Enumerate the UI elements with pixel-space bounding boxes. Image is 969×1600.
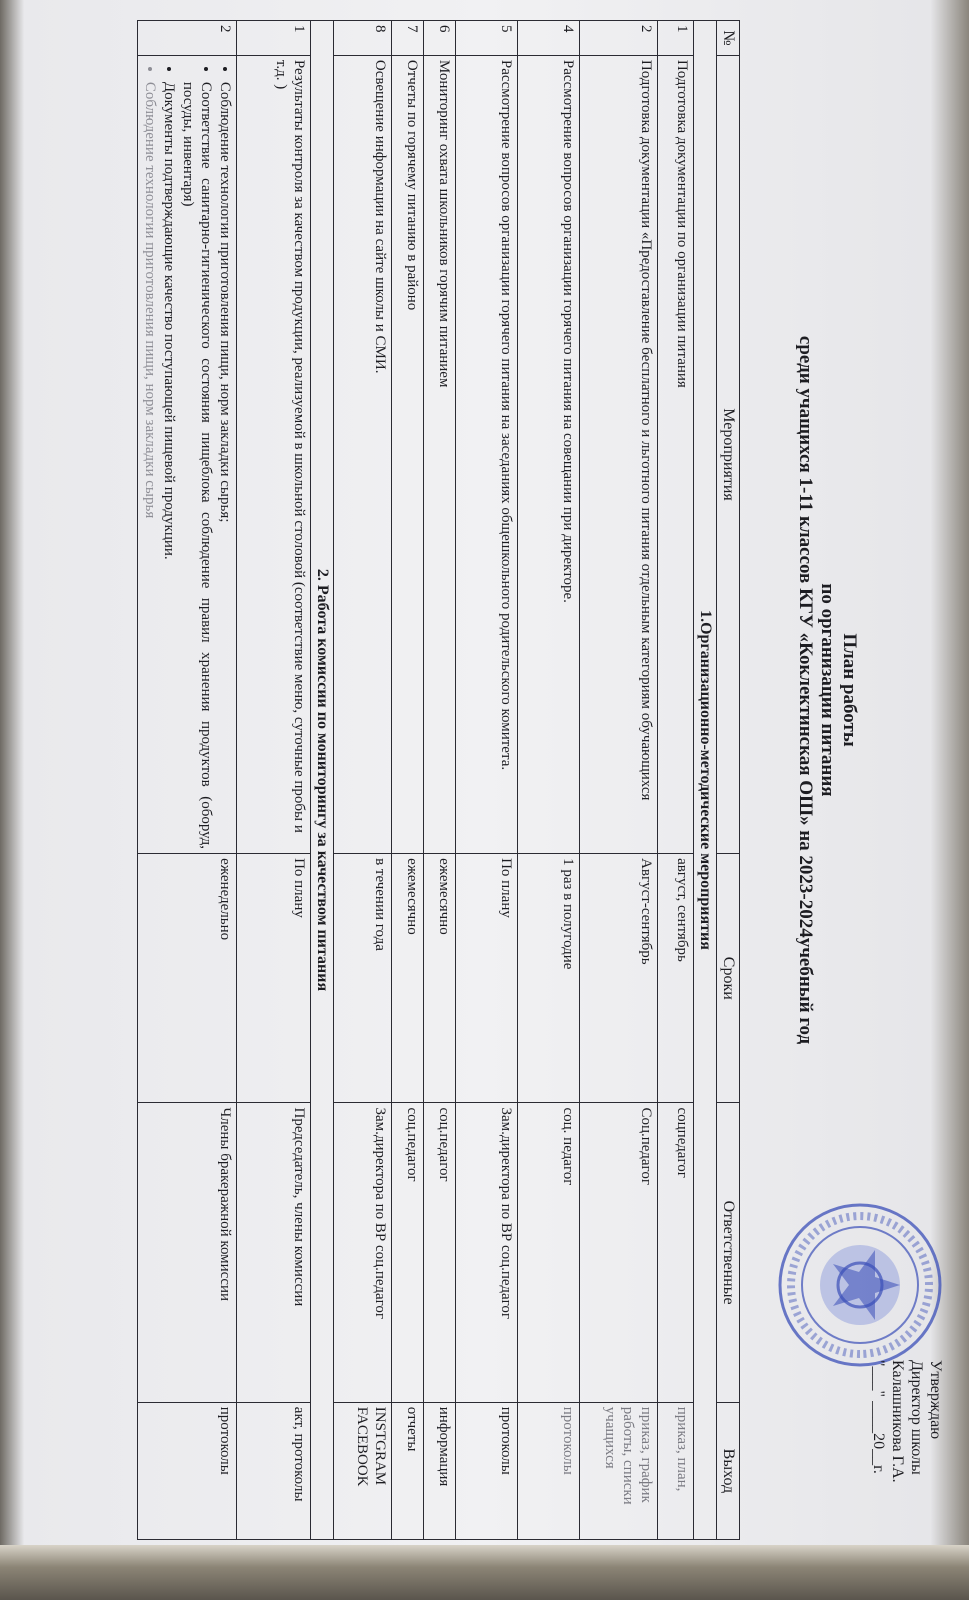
row-term: август, сентябрь xyxy=(658,854,694,1103)
table-row xyxy=(138,21,237,1540)
row-term: 1 раз в полугодие xyxy=(518,854,580,1103)
bullet-list xyxy=(141,60,234,849)
list-item: • Соблюдение технологии приготовления пищи, норм закладки сырья xyxy=(141,82,159,849)
row-output: протоколы xyxy=(138,1402,237,1539)
row-num: 6 xyxy=(424,21,456,56)
row-responsible: соц.педагог xyxy=(392,1103,424,1402)
photo-bottom-edge xyxy=(0,1545,969,1600)
document-header xyxy=(745,0,955,1560)
row-event: Отчеты по горячему питанию в районо xyxy=(392,55,424,853)
list-item: • Соответствие санитарно-гигиенического состояния пищеблока соблюдение правил хранения продуктов (оборуд, посуды, инвентаря) xyxy=(179,82,215,849)
table-row xyxy=(658,21,694,1540)
row-output: протоколы xyxy=(456,1402,518,1539)
approval-block xyxy=(869,1360,945,1550)
document-title xyxy=(794,330,860,1050)
row-num: 1 xyxy=(658,21,694,56)
section-row xyxy=(694,21,717,1540)
row-output: информация xyxy=(424,1402,456,1539)
header-terms: Сроки xyxy=(717,854,740,1103)
row-num: 1 xyxy=(237,21,311,56)
section-1-title: 1.Организационно-методические мероприятия xyxy=(694,21,717,1540)
row-num: 2 xyxy=(580,21,658,56)
title-line-1: План работы xyxy=(839,633,860,747)
row-responsible: Соц.педагог xyxy=(580,1103,658,1402)
row-event: Освещение информации на сайте школы и СМИ. xyxy=(334,55,392,853)
document-page xyxy=(35,0,955,1560)
table-row xyxy=(580,21,658,1540)
row-responsible: Члены бракеражной комиссии xyxy=(138,1103,237,1402)
row-output: приказ, график работы, списки учащихся xyxy=(580,1402,658,1539)
table-row xyxy=(334,21,392,1540)
row-event: Рассмотрение вопросов организации горячего питания на совещании при директоре. xyxy=(518,55,580,853)
section-2-title: 2. Работа комиссии по мониторингу за качеством питания xyxy=(311,21,334,1540)
row-event: Рассмотрение вопросов организации горячего питания на заседаниях общешкольного родительского комитета. xyxy=(456,55,518,853)
approval-line-4: "___" ____20__г. xyxy=(870,1360,887,1474)
school-seal-stamp-icon xyxy=(775,1200,945,1370)
row-num: 4 xyxy=(518,21,580,56)
row-responsible: соц.педагог xyxy=(424,1103,456,1402)
row-term: По плану xyxy=(456,854,518,1103)
table-row xyxy=(392,21,424,1540)
table-row xyxy=(424,21,456,1540)
row-term: в течении года xyxy=(334,854,392,1103)
row-event: Подготовка документации «Предоставление бесплатного и льготного питания отдельным категориям обучающихся xyxy=(580,55,658,853)
row-num: 2 xyxy=(138,21,237,56)
approval-line-1: Утверждаю xyxy=(927,1360,944,1440)
row-num: 8 xyxy=(334,21,392,56)
row-term: ежемесячно xyxy=(424,854,456,1103)
row-event: Результаты контроля за качеством продукции, реализуемой в школьной столовой (соответствие меню, суточные пробы и т.д. ) xyxy=(237,55,311,853)
title-line-3: среди учащихся 1-11 классов КГУ «Коклектинская ОШ» на 2023-2024учебный год xyxy=(795,335,816,1045)
row-responsible: Председатель, члены комиссии xyxy=(237,1103,311,1402)
section-row xyxy=(311,21,334,1540)
plan-table xyxy=(137,20,740,1540)
row-num: 5 xyxy=(456,21,518,56)
row-term: Август-сентябрь xyxy=(580,854,658,1103)
row-responsible: Зам.директора по ВР соц.педагог xyxy=(456,1103,518,1402)
header-num: № xyxy=(717,21,740,56)
approval-line-2: Директор школы xyxy=(908,1360,925,1475)
row-output: приказ, план, xyxy=(658,1402,694,1539)
table-row xyxy=(518,21,580,1540)
row-output: протоколы xyxy=(518,1402,580,1539)
row-event: Мониторинг охвата школьников горячим питанием xyxy=(424,55,456,853)
table-row xyxy=(456,21,518,1540)
row-term: еженедельно xyxy=(138,854,237,1103)
row-responsible: соц. педагог xyxy=(518,1103,580,1402)
row-event-bullets xyxy=(138,55,237,853)
row-responsible: Зам.директора по ВР соц.педагог xyxy=(334,1103,392,1402)
table-row xyxy=(237,21,311,1540)
table-header-row xyxy=(717,21,740,1540)
list-item: • Документы подтверждающие качество поступающей пищевой продукции. xyxy=(160,82,178,849)
row-responsible: соцпедагог xyxy=(658,1103,694,1402)
row-output: отчеты xyxy=(392,1402,424,1539)
header-output: Выход xyxy=(717,1402,740,1539)
row-output: INSTGRAM FACEBOOK xyxy=(334,1402,392,1539)
row-output: акт, протоколы xyxy=(237,1402,311,1539)
list-item: • Соблюдение технологии приготовления пищи, норм закладки сырья; xyxy=(216,82,234,849)
row-term: ежемесячно xyxy=(392,854,424,1103)
title-line-2: по организации питания xyxy=(817,583,838,797)
approval-line-3: Калашникова Г.А. xyxy=(889,1360,906,1483)
header-responsible: Ответственные xyxy=(717,1103,740,1402)
header-events: Мероприятия xyxy=(717,55,740,853)
row-num: 7 xyxy=(392,21,424,56)
row-term: По плану xyxy=(237,854,311,1103)
row-event: Подготовка документации по организации питания xyxy=(658,55,694,853)
